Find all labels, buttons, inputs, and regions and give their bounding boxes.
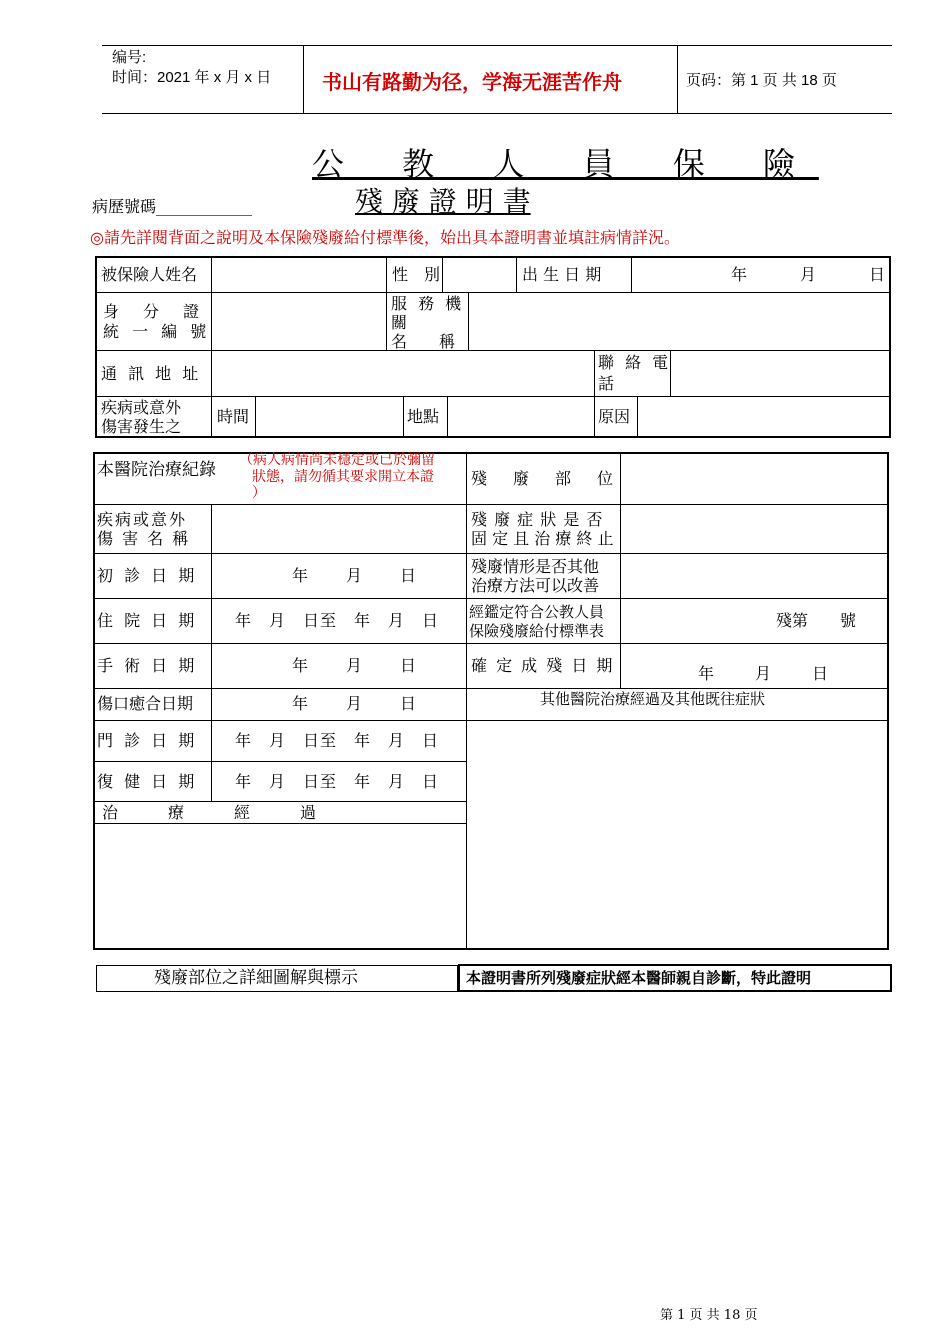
sex-label: 性 別 bbox=[392, 265, 441, 284]
first-visit-label: 初 診 日 期 bbox=[97, 566, 198, 585]
address-field[interactable] bbox=[213, 352, 593, 395]
col-rule bbox=[637, 396, 638, 437]
confirm-date[interactable]: 年 月 日 bbox=[698, 664, 832, 683]
header-top-rule bbox=[102, 45, 892, 46]
treatment-process-field[interactable] bbox=[95, 825, 465, 948]
illness-name-label: 傷 害 名 稱 bbox=[97, 529, 191, 548]
birth-label: 出 生 日 期 bbox=[522, 265, 602, 284]
phone-label: 話 bbox=[598, 374, 615, 393]
address-label: 通 訊 地 址 bbox=[101, 364, 202, 383]
confirm-date-label: 確 定 成 殘 日 期 bbox=[471, 656, 615, 675]
phone-field[interactable] bbox=[672, 352, 889, 395]
row-rule bbox=[94, 823, 466, 824]
col-rule bbox=[211, 504, 212, 801]
id-label: 統 一 編 號 bbox=[103, 322, 211, 341]
row-rule bbox=[466, 688, 888, 689]
header-divider bbox=[677, 45, 678, 113]
certify-text: 本證明書所列殘廢症狀經本醫師親自診斷，特此證明 bbox=[466, 969, 812, 987]
improvable-field[interactable] bbox=[622, 555, 887, 597]
col-rule bbox=[442, 257, 443, 292]
wound-heal-date[interactable]: 年 月 日 bbox=[292, 694, 419, 713]
col-rule bbox=[631, 257, 632, 292]
occurrence-label: 疾病或意外 bbox=[101, 398, 182, 417]
instruction: ◎請先詳閱背面之說明及本保險殘廢給付標準後，始出具本證明書並填註病情詳況。 bbox=[90, 228, 680, 247]
other-history-label: 其他醫院治療經過及其他既往症狀 bbox=[540, 690, 766, 708]
form-title-line1: 公 教 人 員 保 險 bbox=[312, 145, 819, 183]
first-visit-date[interactable]: 年 月 日 bbox=[292, 566, 419, 585]
row-rule bbox=[94, 598, 466, 599]
agency-field[interactable] bbox=[470, 294, 889, 349]
code-label: 编号: bbox=[112, 49, 147, 66]
symptom-fixed-field[interactable] bbox=[622, 506, 887, 552]
outpatient-label: 門 診 日 期 bbox=[97, 731, 198, 750]
meets-standard-label: 保險殘廢給付標準表 bbox=[469, 622, 605, 640]
time-label: 时间：2021 年 x 月 x 日 bbox=[112, 69, 272, 86]
col-rule bbox=[255, 396, 256, 437]
row-rule bbox=[96, 396, 890, 397]
illness-name-field[interactable] bbox=[213, 506, 465, 552]
occurrence-time-field[interactable] bbox=[257, 398, 402, 436]
col-rule bbox=[516, 257, 517, 292]
occurrence-place-field[interactable] bbox=[449, 398, 593, 436]
record-note: 狀態，請勿循其要求開立本證 bbox=[252, 469, 434, 485]
agency-label: 服 務 機 bbox=[391, 294, 465, 313]
disabled-part-field[interactable] bbox=[622, 455, 887, 503]
treatment-process-label: 治 療 經 過 bbox=[102, 803, 323, 822]
agency-label: 關 bbox=[391, 313, 408, 332]
hospital-stay-date[interactable]: 年 月 日至 年 月 日 bbox=[235, 611, 440, 630]
meets-standard-label: 經鑑定符合公教人員 bbox=[469, 603, 605, 621]
row-rule bbox=[96, 292, 890, 293]
id-number-field[interactable] bbox=[213, 294, 385, 349]
row-rule bbox=[94, 801, 466, 802]
other-history-field[interactable] bbox=[468, 722, 888, 948]
wound-heal-label: 傷口癒合日期 bbox=[97, 694, 194, 713]
row-rule bbox=[466, 643, 888, 644]
col-rule bbox=[594, 350, 595, 437]
col-rule bbox=[403, 396, 404, 437]
surgery-label: 手 術 日 期 bbox=[97, 656, 198, 675]
col-rule bbox=[468, 292, 469, 350]
occurrence-time-label: 時間 bbox=[217, 407, 250, 426]
row-rule bbox=[94, 761, 466, 762]
row-rule bbox=[94, 504, 466, 505]
row-rule bbox=[94, 553, 466, 554]
symptom-fixed-label: 殘 廢 症 狀 是 否 bbox=[471, 510, 604, 529]
col-rule bbox=[620, 453, 621, 688]
sex-field[interactable] bbox=[444, 258, 515, 291]
improvable-label: 殘廢情形是否其他 bbox=[471, 557, 600, 576]
birth-year: 年 bbox=[731, 265, 748, 284]
rehab-label: 復 健 日 期 bbox=[97, 772, 198, 791]
occurrence-place-label: 地點 bbox=[407, 407, 440, 426]
occurrence-label: 傷害發生之 bbox=[101, 417, 182, 436]
hospital-stay-label: 住 院 日 期 bbox=[97, 611, 198, 630]
diagram-label: 殘廢部位之詳細圖解與標示 bbox=[154, 968, 358, 988]
header-bottom-rule bbox=[102, 113, 892, 114]
name-field[interactable] bbox=[213, 258, 385, 291]
agency-label: 名 稱 bbox=[391, 332, 456, 351]
disabled-part-label: 殘 廢 部 位 bbox=[471, 469, 619, 488]
col-rule bbox=[211, 257, 212, 437]
footer-page: 第 1 页 共 18 页 bbox=[660, 1308, 758, 1323]
row-rule bbox=[94, 643, 466, 644]
illness-name-label: 疾病或意外 bbox=[97, 510, 188, 529]
motto: 书山有路勤为径，学海无涯苦作舟 bbox=[322, 70, 622, 94]
record-note: ） bbox=[252, 485, 266, 501]
outpatient-date[interactable]: 年 月 日至 年 月 日 bbox=[235, 731, 440, 750]
col-rule bbox=[386, 257, 387, 350]
col-rule bbox=[466, 453, 467, 949]
symptom-fixed-label: 固 定 且 治 療 終 止 bbox=[471, 529, 614, 548]
improvable-label: 治療方法可以改善 bbox=[471, 576, 600, 595]
row-rule bbox=[94, 688, 466, 689]
header-divider bbox=[303, 45, 304, 113]
row-rule bbox=[466, 598, 888, 599]
occurrence-cause-field[interactable] bbox=[639, 398, 889, 436]
row-rule bbox=[466, 504, 888, 505]
page-label: 页码：第 1 页 共 18 页 bbox=[686, 72, 837, 89]
row-rule bbox=[466, 553, 888, 554]
occurrence-cause-label: 原因 bbox=[598, 407, 631, 426]
disability-grade[interactable]: 殘第 號 bbox=[776, 611, 857, 630]
rehab-date[interactable]: 年 月 日至 年 月 日 bbox=[235, 772, 440, 791]
name-label: 被保險人姓名 bbox=[101, 265, 198, 284]
birth-day: 日 bbox=[869, 265, 886, 284]
record-number-label: 病歷號碼____________ bbox=[92, 197, 253, 216]
phone-label: 聯 絡 電 bbox=[598, 353, 672, 372]
birth-date-field[interactable] bbox=[633, 258, 889, 291]
id-label: 身 分 證 bbox=[103, 302, 204, 321]
birth-month: 月 bbox=[800, 265, 817, 284]
row-rule bbox=[466, 720, 888, 721]
row-rule bbox=[94, 720, 466, 721]
row-rule bbox=[96, 350, 890, 351]
form-title-line2: 殘 廢 證 明 書 bbox=[355, 185, 531, 218]
record-title: 本醫院治療紀錄 bbox=[97, 460, 216, 480]
record-note: （病人病情尚未穩定或已於彌留 bbox=[239, 452, 435, 468]
surgery-date[interactable]: 年 月 日 bbox=[292, 656, 419, 675]
col-rule bbox=[447, 396, 448, 437]
